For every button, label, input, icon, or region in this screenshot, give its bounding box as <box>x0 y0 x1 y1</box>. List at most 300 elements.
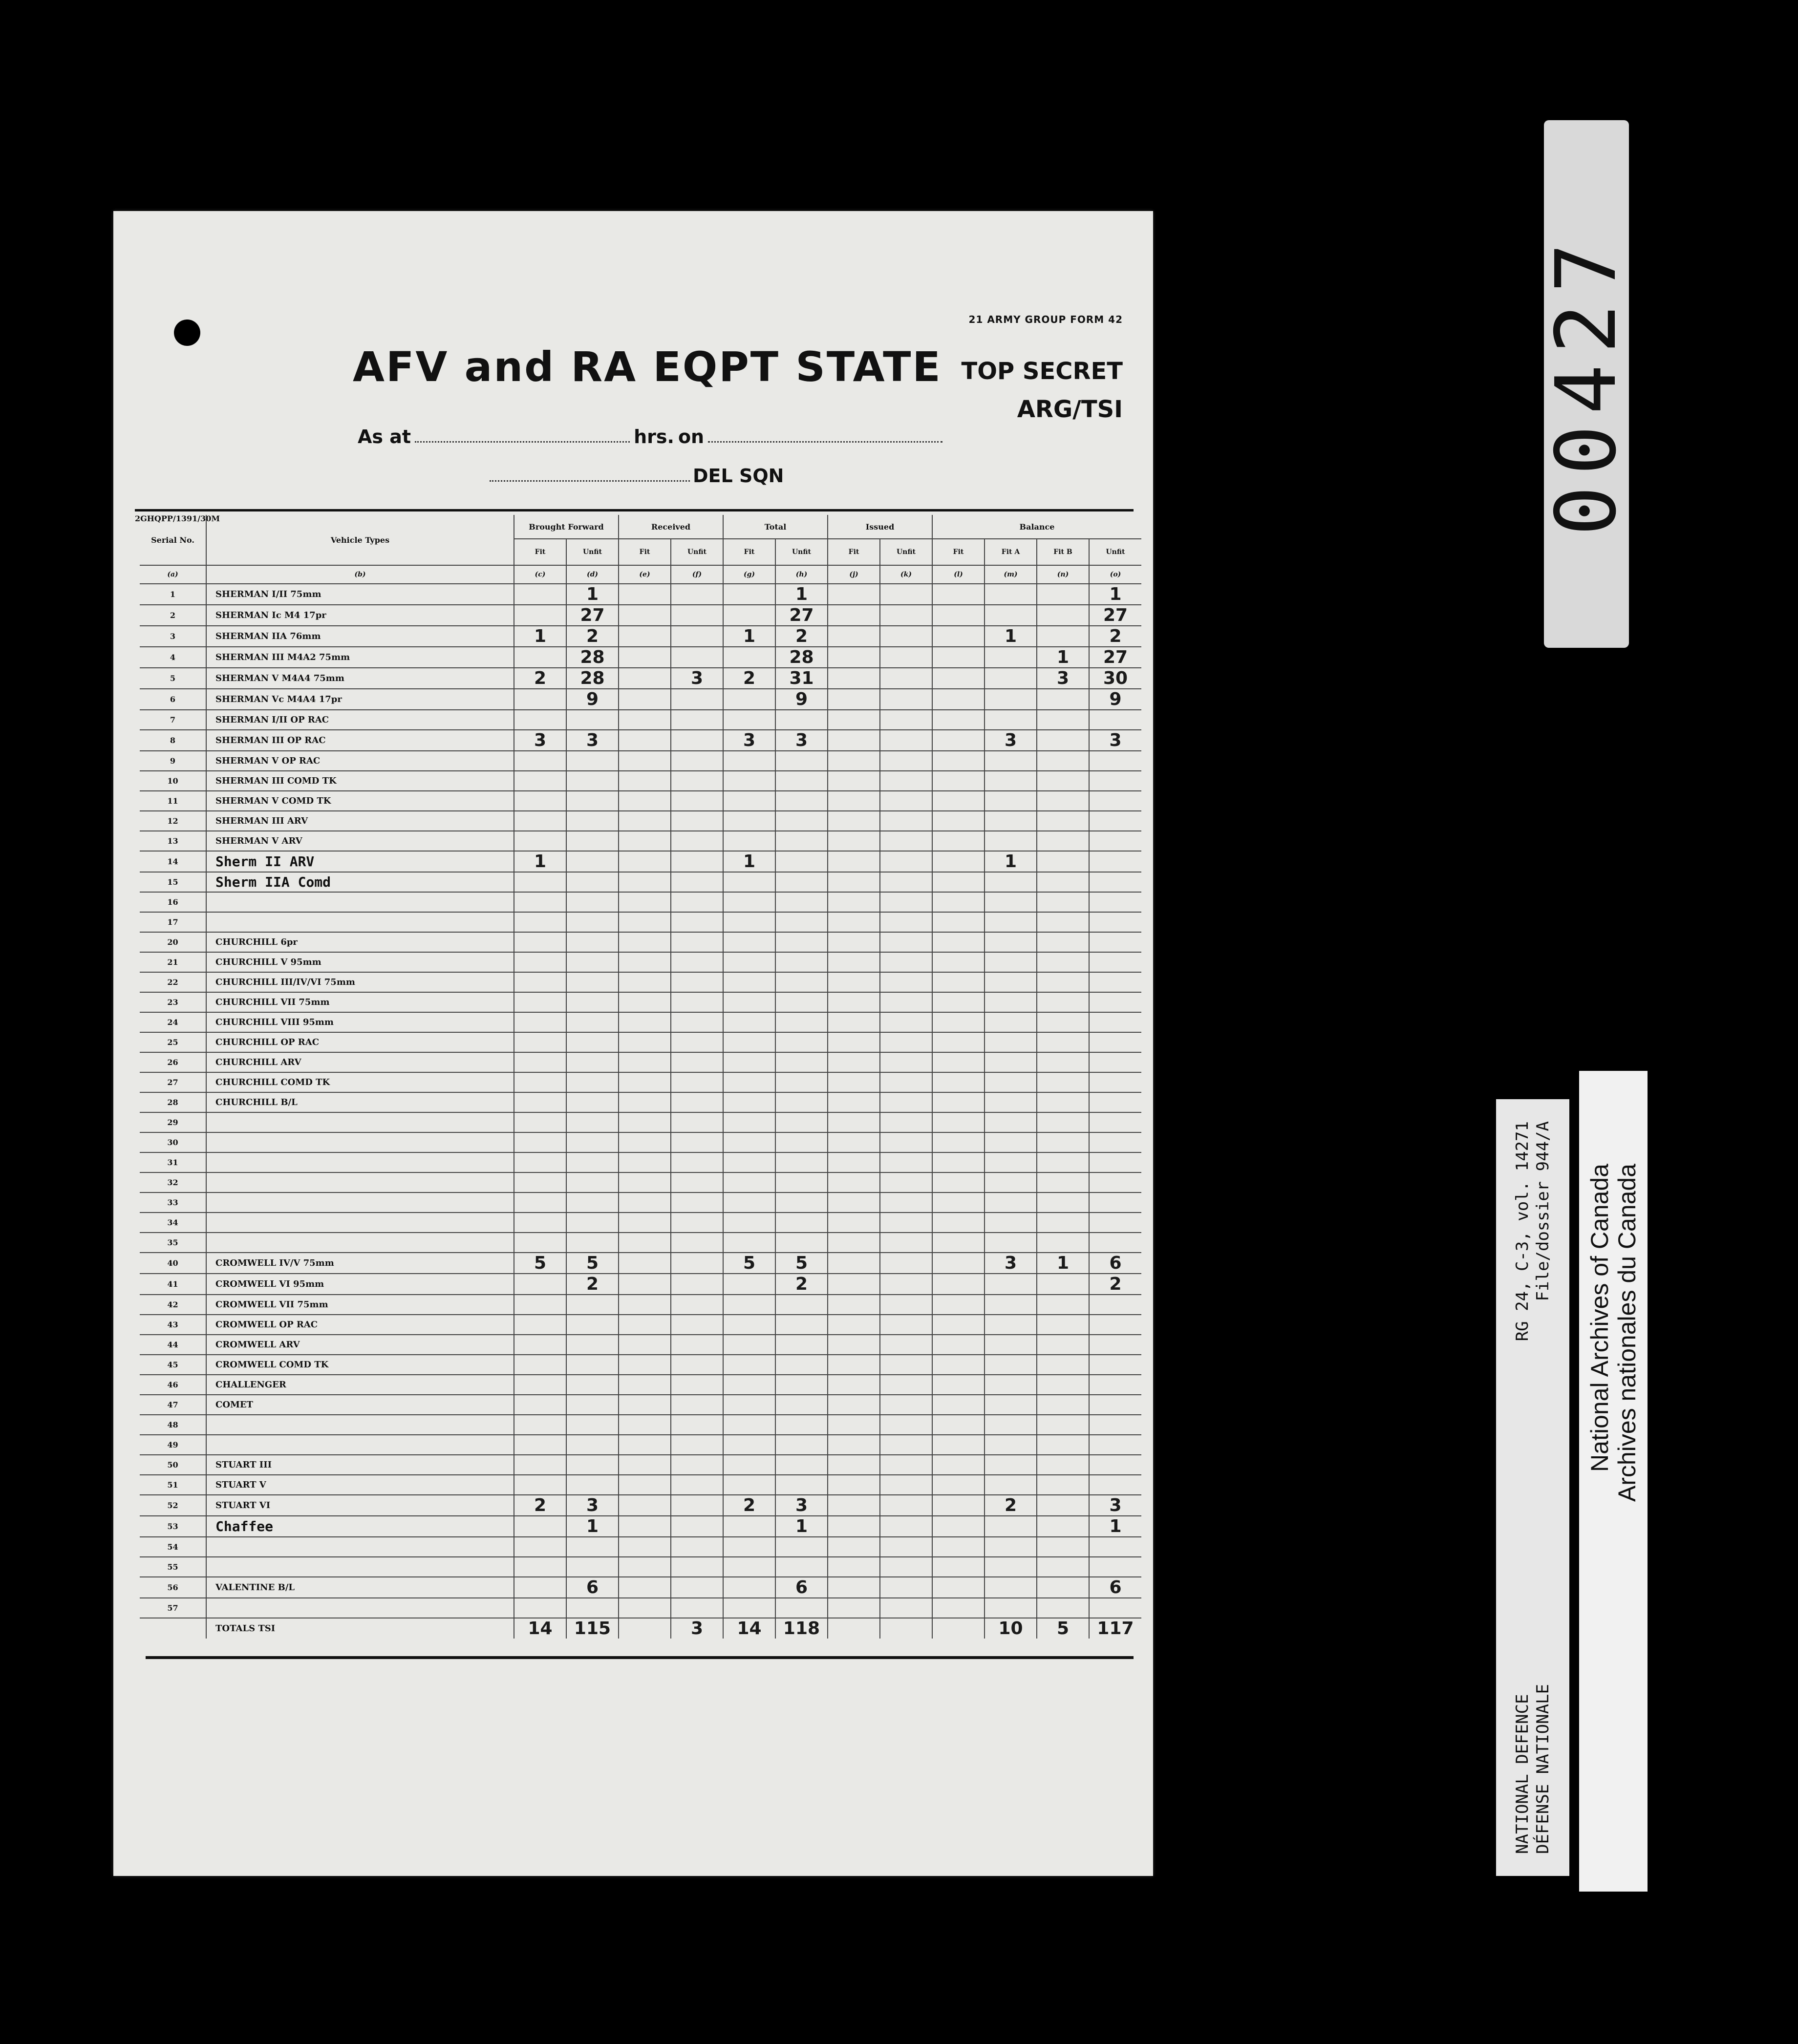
quantity-cell[interactable] <box>619 1475 671 1495</box>
quantity-cell[interactable] <box>775 791 828 811</box>
quantity-cell[interactable] <box>880 1253 932 1274</box>
quantity-cell[interactable] <box>828 1052 880 1072</box>
quantity-cell[interactable] <box>932 1557 985 1577</box>
quantity-cell[interactable] <box>671 992 723 1012</box>
quantity-cell[interactable] <box>880 1598 932 1618</box>
total-cell[interactable]: 5 <box>1037 1618 1089 1639</box>
quantity-cell[interactable] <box>828 1495 880 1516</box>
quantity-cell[interactable] <box>932 1112 985 1132</box>
quantity-cell[interactable] <box>671 1132 723 1152</box>
quantity-cell[interactable] <box>566 1172 619 1192</box>
quantity-cell[interactable] <box>1037 1032 1089 1052</box>
quantity-cell[interactable] <box>1089 872 1141 892</box>
quantity-cell[interactable] <box>828 689 880 710</box>
quantity-cell[interactable] <box>671 1052 723 1072</box>
quantity-cell[interactable] <box>880 1577 932 1598</box>
quantity-cell[interactable] <box>932 730 985 751</box>
quantity-cell[interactable] <box>880 912 932 932</box>
quantity-cell[interactable] <box>671 912 723 932</box>
quantity-cell[interactable] <box>619 1072 671 1092</box>
quantity-cell[interactable]: 1 <box>985 626 1037 647</box>
quantity-cell[interactable] <box>514 1315 566 1335</box>
quantity-cell[interactable] <box>880 1152 932 1172</box>
quantity-cell[interactable] <box>619 668 671 689</box>
quantity-cell[interactable] <box>1037 1233 1089 1253</box>
quantity-cell[interactable] <box>1037 1112 1089 1132</box>
quantity-cell[interactable]: 1 <box>1037 647 1089 668</box>
quantity-cell[interactable] <box>1037 831 1089 851</box>
quantity-cell[interactable] <box>828 851 880 872</box>
quantity-cell[interactable] <box>932 932 985 952</box>
quantity-cell[interactable] <box>514 1152 566 1172</box>
quantity-cell[interactable] <box>880 892 932 912</box>
quantity-cell[interactable] <box>619 892 671 912</box>
quantity-cell[interactable] <box>671 730 723 751</box>
quantity-cell[interactable] <box>880 811 932 831</box>
quantity-cell[interactable] <box>514 1233 566 1253</box>
quantity-cell[interactable] <box>1037 1495 1089 1516</box>
quantity-cell[interactable] <box>985 1315 1037 1335</box>
quantity-cell[interactable]: 3 <box>671 668 723 689</box>
quantity-cell[interactable] <box>619 1598 671 1618</box>
quantity-cell[interactable]: 1 <box>723 626 775 647</box>
quantity-cell[interactable] <box>985 1598 1037 1618</box>
quantity-cell[interactable] <box>1089 992 1141 1012</box>
quantity-cell[interactable] <box>566 1092 619 1112</box>
quantity-cell[interactable] <box>775 1132 828 1152</box>
quantity-cell[interactable] <box>619 689 671 710</box>
quantity-cell[interactable] <box>723 1395 775 1415</box>
quantity-cell[interactable] <box>1037 1132 1089 1152</box>
quantity-cell[interactable] <box>932 952 985 972</box>
quantity-cell[interactable] <box>775 912 828 932</box>
quantity-cell[interactable] <box>619 730 671 751</box>
quantity-cell[interactable] <box>880 972 932 992</box>
quantity-cell[interactable] <box>985 1213 1037 1233</box>
quantity-cell[interactable] <box>828 912 880 932</box>
quantity-cell[interactable] <box>880 992 932 1012</box>
quantity-cell[interactable] <box>775 710 828 730</box>
quantity-cell[interactable] <box>1089 1355 1141 1375</box>
quantity-cell[interactable] <box>1089 791 1141 811</box>
quantity-cell[interactable] <box>932 851 985 872</box>
quantity-cell[interactable] <box>514 1355 566 1375</box>
quantity-cell[interactable]: 3 <box>723 730 775 751</box>
quantity-cell[interactable] <box>932 1295 985 1315</box>
quantity-cell[interactable] <box>566 892 619 912</box>
quantity-cell[interactable] <box>1037 972 1089 992</box>
quantity-cell[interactable] <box>985 1274 1037 1295</box>
quantity-cell[interactable] <box>723 972 775 992</box>
quantity-cell[interactable] <box>932 1012 985 1032</box>
quantity-cell[interactable] <box>1089 892 1141 912</box>
quantity-cell[interactable] <box>775 972 828 992</box>
quantity-cell[interactable] <box>671 1516 723 1537</box>
quantity-cell[interactable] <box>566 1032 619 1052</box>
quantity-cell[interactable] <box>671 831 723 851</box>
quantity-cell[interactable] <box>619 1172 671 1192</box>
quantity-cell[interactable] <box>1089 972 1141 992</box>
quantity-cell[interactable] <box>880 872 932 892</box>
quantity-cell[interactable] <box>828 647 880 668</box>
quantity-cell[interactable] <box>932 1516 985 1537</box>
quantity-cell[interactable] <box>1037 605 1089 626</box>
quantity-cell[interactable] <box>1089 1598 1141 1618</box>
quantity-cell[interactable] <box>828 872 880 892</box>
quantity-cell[interactable] <box>671 1537 723 1557</box>
quantity-cell[interactable] <box>566 1295 619 1315</box>
quantity-cell[interactable] <box>1037 1072 1089 1092</box>
quantity-cell[interactable] <box>985 1537 1037 1557</box>
quantity-cell[interactable] <box>932 1598 985 1618</box>
quantity-cell[interactable] <box>619 605 671 626</box>
quantity-cell[interactable] <box>1037 1152 1089 1172</box>
quantity-cell[interactable] <box>880 605 932 626</box>
quantity-cell[interactable] <box>671 1233 723 1253</box>
quantity-cell[interactable] <box>1089 831 1141 851</box>
quantity-cell[interactable] <box>985 972 1037 992</box>
quantity-cell[interactable] <box>775 771 828 791</box>
quantity-cell[interactable] <box>723 892 775 912</box>
quantity-cell[interactable] <box>723 1132 775 1152</box>
quantity-cell[interactable] <box>723 771 775 791</box>
quantity-cell[interactable] <box>566 1537 619 1557</box>
quantity-cell[interactable] <box>723 710 775 730</box>
quantity-cell[interactable] <box>566 1557 619 1577</box>
quantity-cell[interactable] <box>1037 1435 1089 1455</box>
quantity-cell[interactable] <box>985 751 1037 771</box>
quantity-cell[interactable] <box>723 1052 775 1072</box>
quantity-cell[interactable] <box>1089 1435 1141 1455</box>
quantity-cell[interactable] <box>619 1577 671 1598</box>
quantity-cell[interactable]: 3 <box>566 1495 619 1516</box>
as-at-field[interactable] <box>415 439 630 443</box>
quantity-cell[interactable] <box>985 1052 1037 1072</box>
quantity-cell[interactable] <box>723 811 775 831</box>
quantity-cell[interactable] <box>619 1375 671 1395</box>
quantity-cell[interactable] <box>1037 751 1089 771</box>
quantity-cell[interactable] <box>932 1335 985 1355</box>
quantity-cell[interactable] <box>985 1032 1037 1052</box>
quantity-cell[interactable] <box>828 1355 880 1375</box>
quantity-cell[interactable] <box>828 751 880 771</box>
quantity-cell[interactable] <box>932 1375 985 1395</box>
quantity-cell[interactable] <box>671 584 723 605</box>
quantity-cell[interactable] <box>671 1152 723 1172</box>
quantity-cell[interactable] <box>671 851 723 872</box>
total-cell[interactable]: 117 <box>1089 1618 1141 1639</box>
quantity-cell[interactable] <box>985 992 1037 1012</box>
quantity-cell[interactable] <box>985 584 1037 605</box>
quantity-cell[interactable] <box>514 1598 566 1618</box>
quantity-cell[interactable] <box>671 1253 723 1274</box>
quantity-cell[interactable] <box>932 1233 985 1253</box>
quantity-cell[interactable] <box>880 1092 932 1112</box>
quantity-cell[interactable] <box>671 689 723 710</box>
quantity-cell[interactable] <box>828 1092 880 1112</box>
quantity-cell[interactable] <box>828 892 880 912</box>
quantity-cell[interactable] <box>1037 1335 1089 1355</box>
quantity-cell[interactable] <box>932 1213 985 1233</box>
quantity-cell[interactable] <box>514 584 566 605</box>
quantity-cell[interactable] <box>514 992 566 1012</box>
quantity-cell[interactable] <box>671 1072 723 1092</box>
quantity-cell[interactable]: 2 <box>514 1495 566 1516</box>
total-cell[interactable]: 3 <box>671 1618 723 1639</box>
quantity-cell[interactable] <box>775 1052 828 1072</box>
quantity-cell[interactable]: 2 <box>514 668 566 689</box>
quantity-cell[interactable] <box>828 1395 880 1415</box>
quantity-cell[interactable]: 27 <box>566 605 619 626</box>
quantity-cell[interactable] <box>932 1192 985 1213</box>
quantity-cell[interactable] <box>1037 1274 1089 1295</box>
quantity-cell[interactable] <box>828 831 880 851</box>
quantity-cell[interactable] <box>514 1112 566 1132</box>
quantity-cell[interactable] <box>566 1012 619 1032</box>
quantity-cell[interactable] <box>880 668 932 689</box>
quantity-cell[interactable] <box>985 647 1037 668</box>
quantity-cell[interactable] <box>671 1395 723 1415</box>
quantity-cell[interactable] <box>932 751 985 771</box>
quantity-cell[interactable]: 2 <box>1089 1274 1141 1295</box>
quantity-cell[interactable] <box>775 932 828 952</box>
quantity-cell[interactable] <box>566 932 619 952</box>
quantity-cell[interactable] <box>828 605 880 626</box>
quantity-cell[interactable] <box>619 1537 671 1557</box>
quantity-cell[interactable] <box>775 1475 828 1495</box>
quantity-cell[interactable] <box>619 1395 671 1415</box>
quantity-cell[interactable] <box>619 1213 671 1233</box>
quantity-cell[interactable] <box>880 1537 932 1557</box>
quantity-cell[interactable] <box>619 1092 671 1112</box>
quantity-cell[interactable]: 3 <box>1037 668 1089 689</box>
quantity-cell[interactable] <box>880 751 932 771</box>
quantity-cell[interactable] <box>566 1213 619 1233</box>
quantity-cell[interactable] <box>932 1355 985 1375</box>
quantity-cell[interactable] <box>985 1295 1037 1315</box>
quantity-cell[interactable]: 3 <box>985 1253 1037 1274</box>
quantity-cell[interactable] <box>514 972 566 992</box>
quantity-cell[interactable] <box>985 1435 1037 1455</box>
quantity-cell[interactable] <box>880 952 932 972</box>
quantity-cell[interactable] <box>671 771 723 791</box>
quantity-cell[interactable] <box>1089 811 1141 831</box>
quantity-cell[interactable] <box>723 1012 775 1032</box>
quantity-cell[interactable] <box>1037 912 1089 932</box>
total-cell[interactable] <box>619 1618 671 1639</box>
quantity-cell[interactable] <box>566 872 619 892</box>
quantity-cell[interactable] <box>619 1516 671 1537</box>
quantity-cell[interactable] <box>828 1537 880 1557</box>
quantity-cell[interactable] <box>1037 892 1089 912</box>
quantity-cell[interactable] <box>985 1557 1037 1577</box>
quantity-cell[interactable] <box>619 710 671 730</box>
quantity-cell[interactable] <box>619 811 671 831</box>
quantity-cell[interactable] <box>985 689 1037 710</box>
quantity-cell[interactable] <box>985 892 1037 912</box>
quantity-cell[interactable] <box>1037 992 1089 1012</box>
quantity-cell[interactable] <box>828 1557 880 1577</box>
quantity-cell[interactable] <box>566 1395 619 1415</box>
quantity-cell[interactable]: 5 <box>723 1253 775 1274</box>
quantity-cell[interactable] <box>671 791 723 811</box>
quantity-cell[interactable] <box>828 1295 880 1315</box>
quantity-cell[interactable] <box>932 1435 985 1455</box>
quantity-cell[interactable] <box>514 1577 566 1598</box>
quantity-cell[interactable] <box>619 584 671 605</box>
quantity-cell[interactable]: 6 <box>1089 1577 1141 1598</box>
quantity-cell[interactable] <box>932 1395 985 1415</box>
quantity-cell[interactable]: 1 <box>775 584 828 605</box>
quantity-cell[interactable] <box>1089 1295 1141 1315</box>
quantity-cell[interactable] <box>880 626 932 647</box>
quantity-cell[interactable] <box>619 1455 671 1475</box>
quantity-cell[interactable]: 2 <box>775 626 828 647</box>
quantity-cell[interactable] <box>775 1355 828 1375</box>
quantity-cell[interactable] <box>514 647 566 668</box>
quantity-cell[interactable] <box>880 1375 932 1395</box>
quantity-cell[interactable] <box>1089 1233 1141 1253</box>
quantity-cell[interactable] <box>723 831 775 851</box>
quantity-cell[interactable] <box>671 710 723 730</box>
quantity-cell[interactable]: 3 <box>566 730 619 751</box>
quantity-cell[interactable] <box>775 831 828 851</box>
quantity-cell[interactable] <box>880 932 932 952</box>
quantity-cell[interactable] <box>619 992 671 1012</box>
quantity-cell[interactable] <box>671 1315 723 1335</box>
quantity-cell[interactable] <box>880 791 932 811</box>
quantity-cell[interactable] <box>1089 1072 1141 1092</box>
quantity-cell[interactable] <box>671 605 723 626</box>
quantity-cell[interactable] <box>619 1557 671 1577</box>
quantity-cell[interactable] <box>619 647 671 668</box>
quantity-cell[interactable] <box>1089 1557 1141 1577</box>
quantity-cell[interactable] <box>985 1192 1037 1213</box>
quantity-cell[interactable] <box>880 1052 932 1072</box>
quantity-cell[interactable] <box>514 1516 566 1537</box>
quantity-cell[interactable] <box>619 912 671 932</box>
quantity-cell[interactable] <box>671 1274 723 1295</box>
quantity-cell[interactable] <box>619 1112 671 1132</box>
quantity-cell[interactable] <box>514 1335 566 1355</box>
quantity-cell[interactable] <box>880 1295 932 1315</box>
quantity-cell[interactable] <box>932 1032 985 1052</box>
quantity-cell[interactable] <box>514 1375 566 1395</box>
quantity-cell[interactable]: 30 <box>1089 668 1141 689</box>
quantity-cell[interactable] <box>828 626 880 647</box>
quantity-cell[interactable]: 1 <box>775 1516 828 1537</box>
quantity-cell[interactable] <box>566 1435 619 1455</box>
quantity-cell[interactable] <box>932 791 985 811</box>
quantity-cell[interactable] <box>566 1192 619 1213</box>
date-field[interactable] <box>708 439 942 443</box>
quantity-cell[interactable] <box>775 1435 828 1455</box>
quantity-cell[interactable] <box>1089 1395 1141 1415</box>
quantity-cell[interactable]: 2 <box>723 1495 775 1516</box>
quantity-cell[interactable] <box>1037 811 1089 831</box>
quantity-cell[interactable] <box>671 1012 723 1032</box>
quantity-cell[interactable] <box>985 1012 1037 1032</box>
quantity-cell[interactable] <box>1037 1475 1089 1495</box>
quantity-cell[interactable] <box>985 1233 1037 1253</box>
quantity-cell[interactable] <box>1037 791 1089 811</box>
quantity-cell[interactable] <box>775 1415 828 1435</box>
quantity-cell[interactable]: 2 <box>775 1274 828 1295</box>
quantity-cell[interactable] <box>514 771 566 791</box>
unit-field[interactable] <box>490 478 690 482</box>
quantity-cell[interactable] <box>514 1455 566 1475</box>
quantity-cell[interactable] <box>932 1415 985 1435</box>
quantity-cell[interactable] <box>932 1092 985 1112</box>
quantity-cell[interactable] <box>514 952 566 972</box>
quantity-cell[interactable] <box>671 811 723 831</box>
quantity-cell[interactable] <box>985 831 1037 851</box>
quantity-cell[interactable] <box>723 952 775 972</box>
quantity-cell[interactable] <box>828 584 880 605</box>
quantity-cell[interactable] <box>1037 1415 1089 1435</box>
quantity-cell[interactable]: 6 <box>566 1577 619 1598</box>
quantity-cell[interactable] <box>775 1152 828 1172</box>
quantity-cell[interactable] <box>1089 1455 1141 1475</box>
quantity-cell[interactable] <box>880 1335 932 1355</box>
quantity-cell[interactable] <box>723 1375 775 1395</box>
quantity-cell[interactable] <box>775 992 828 1012</box>
quantity-cell[interactable] <box>671 1355 723 1375</box>
quantity-cell[interactable] <box>775 952 828 972</box>
quantity-cell[interactable] <box>932 710 985 730</box>
quantity-cell[interactable] <box>1037 1092 1089 1112</box>
quantity-cell[interactable] <box>723 1435 775 1455</box>
quantity-cell[interactable] <box>1089 1335 1141 1355</box>
quantity-cell[interactable] <box>1037 626 1089 647</box>
quantity-cell[interactable] <box>723 1335 775 1355</box>
quantity-cell[interactable] <box>723 1516 775 1537</box>
quantity-cell[interactable] <box>514 710 566 730</box>
total-cell[interactable] <box>828 1618 880 1639</box>
total-cell[interactable]: 14 <box>723 1618 775 1639</box>
quantity-cell[interactable] <box>1037 1295 1089 1315</box>
quantity-cell[interactable] <box>1089 1132 1141 1152</box>
quantity-cell[interactable] <box>671 647 723 668</box>
quantity-cell[interactable] <box>566 1112 619 1132</box>
quantity-cell[interactable]: 1 <box>1089 1516 1141 1537</box>
quantity-cell[interactable] <box>985 1395 1037 1415</box>
quantity-cell[interactable] <box>775 1335 828 1355</box>
quantity-cell[interactable] <box>880 1516 932 1537</box>
quantity-cell[interactable] <box>775 1092 828 1112</box>
quantity-cell[interactable] <box>619 626 671 647</box>
quantity-cell[interactable] <box>671 1112 723 1132</box>
quantity-cell[interactable] <box>723 1415 775 1435</box>
quantity-cell[interactable] <box>671 1092 723 1112</box>
quantity-cell[interactable] <box>880 1415 932 1435</box>
quantity-cell[interactable] <box>723 1557 775 1577</box>
quantity-cell[interactable] <box>619 1495 671 1516</box>
quantity-cell[interactable] <box>985 912 1037 932</box>
quantity-cell[interactable] <box>514 1012 566 1032</box>
quantity-cell[interactable] <box>828 1435 880 1455</box>
quantity-cell[interactable] <box>828 1132 880 1152</box>
quantity-cell[interactable] <box>566 1152 619 1172</box>
quantity-cell[interactable] <box>723 647 775 668</box>
quantity-cell[interactable] <box>775 851 828 872</box>
quantity-cell[interactable] <box>1089 1152 1141 1172</box>
quantity-cell[interactable]: 28 <box>566 647 619 668</box>
quantity-cell[interactable] <box>566 791 619 811</box>
quantity-cell[interactable] <box>1037 851 1089 872</box>
quantity-cell[interactable]: 5 <box>514 1253 566 1274</box>
quantity-cell[interactable] <box>880 1315 932 1335</box>
